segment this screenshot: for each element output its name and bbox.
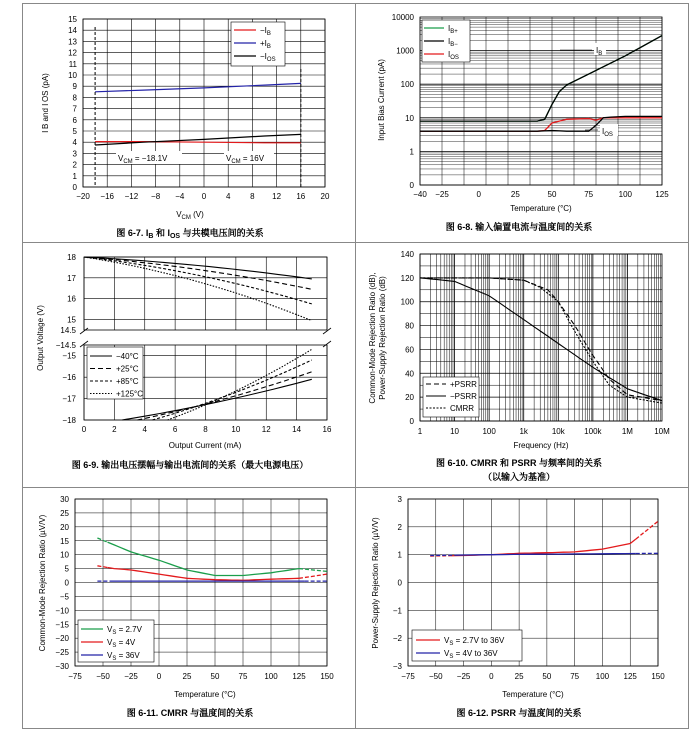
fig67-ytick: 15 [68,15,77,24]
fig69-legend-label: −40°C [116,352,139,361]
fig69-xlabel: Output Current (mA) [168,441,242,450]
fig69-xtick: 0 [81,425,87,434]
fig612-xtick: −25 [456,672,471,681]
fig69-xtick: 2 [112,425,117,434]
fig611-xtick: −25 [124,672,138,681]
fig611-xtick: 25 [182,672,192,681]
fig610-xtick: 1 [417,427,423,436]
fig612-xtick: −75 [401,672,415,681]
fig68-xtick: −25 [435,190,449,199]
fig67-ytick: 1 [72,171,77,181]
fig610-xlabel: Frequency (Hz) [513,441,569,450]
fig68-ytick: 1 [409,147,414,157]
fig611-xtick: −75 [68,672,82,681]
fig69-xtick: 16 [322,425,332,434]
fig67-xtick: 20 [320,192,330,201]
fig612-xtick: 125 [623,672,637,681]
fig612-xtick: 25 [514,672,524,681]
fig611-xtick: 50 [210,672,220,681]
fig611-series-line [108,568,300,581]
fig612-ytick: 3 [397,495,402,504]
fig67-ylabel: I B and I OS (pA) [41,73,50,133]
fig610-legend-label: +PSRR [450,380,477,389]
fig67-series-line [95,83,301,91]
fig68-xtick: 0 [476,190,481,199]
fig610-legend-label: −PSRR [450,392,477,401]
fig69-ylabel: Output Voltage (V) [36,305,45,371]
fig612-xtick: −50 [428,672,443,681]
fig610-ytick: 20 [405,393,414,403]
fig69-xtick: 6 [172,425,178,434]
fig67-ytick: 6 [72,115,77,125]
fig610-ytick: 0 [409,417,414,426]
fig610-xtick: 1k [519,427,528,436]
fig67-ytick: 3 [72,149,77,159]
fig67-ytick: 4 [72,138,77,148]
fig611-ytick: −10 [55,606,69,616]
fig67-ytick: 11 [68,59,77,69]
fig610-xtick: 100k [584,427,602,436]
fig612-legend-label: $V_S = 2.7V$ to 36V [444,636,505,647]
fig611-ytick: 20 [60,522,69,532]
fig612-ylabel: Power-Supply Rejection Ratio (µV/V) [371,517,380,649]
fig67-xtick: 0 [201,192,207,201]
fig610-ytick: 40 [405,369,414,379]
fig611-legend-label: $V_S = 4V$ [107,638,136,649]
fig69-xtick: 10 [231,425,241,434]
fig67-xtick: −4 [175,192,185,201]
fig67-ytick: 8 [72,93,77,103]
fig611-ytick: −30 [55,662,69,671]
fig68-xtick: −40 [413,190,427,199]
fig611-ylabel: Common-Mode Rejection Ratio (µV/V) [38,514,47,652]
fig68-ytick: 1000 [396,46,414,56]
fig68-ytick: 10 [405,113,414,123]
fig611-legend-label: $V_S = 2.7V$ [107,625,142,636]
fig611-xtick: 100 [264,672,278,681]
fig610-caption2: （以输入为基准） [482,472,556,482]
fig68-xtick: 50 [547,190,557,199]
fig611-xtick: 125 [292,672,306,681]
chart-cmrr-vs-temp [38,495,334,718]
fig610-ytick: 60 [405,345,414,355]
fig612-ytick: 2 [397,522,402,532]
fig69-xtick: 4 [142,425,147,434]
fig67-ytick: 9 [72,82,77,92]
fig68-legend-label: $I_{B+}$ [448,24,458,35]
fig67-xtick: −12 [124,192,139,201]
chart-vout-vs-iout [36,253,332,470]
fig69-ytick: −15 [62,351,76,361]
fig67-xtick: −20 [76,192,90,201]
fig611-ytick: 15 [60,536,69,546]
fig69-ytick: 15 [67,315,76,325]
fig68-ylabel: Input Bias Current (pA) [377,59,386,141]
fig67-ytick: 12 [68,48,77,58]
fig610-xtick: 1M [621,427,633,436]
fig611-xtick: 150 [320,672,334,681]
fig68-annotation: $I_B$ [596,46,603,57]
fig67-xtick: −8 [151,192,161,201]
fig67-ytick: 2 [72,160,77,170]
fig69-ytick: 17 [67,273,76,283]
fig67-legend [231,22,285,66]
fig67-xtick: 12 [272,192,282,201]
fig69-legend-label: +85°C [116,377,139,386]
fig612-series-line [455,554,636,556]
fig610-xtick: 10 [450,427,460,436]
fig612-xtick: 50 [542,672,552,681]
fig69-ytick: 18 [67,253,76,262]
fig611-xlabel: Temperature (°C) [174,690,236,699]
fig69-series-top [84,257,312,289]
fig611-ytick: 5 [64,564,69,574]
fig67-annotation: $V_{CM} = -18.1V$ [118,154,168,165]
fig612-ytick: 1 [397,550,402,560]
fig611-ytick: 25 [60,508,69,518]
fig67-xlabel: $V_{CM}$ (V) [176,210,204,221]
fig67-annotation: $V_{CM} = 16V$ [226,154,265,165]
fig68-legend-label: $I_{B-}$ [448,37,458,48]
fig612-xtick: 100 [595,672,610,681]
fig68-xtick: 125 [655,190,669,199]
fig611-ytick: −20 [55,634,69,644]
fig69-ytick: −17 [62,394,76,404]
fig612-ytick: −1 [392,606,402,616]
fig610-ytick: 140 [400,250,414,259]
fig612-legend-label: $V_S = 4V$ to 36V [444,649,498,660]
fig68-xtick: 75 [584,190,594,199]
fig611-legend-label: $V_S = 36V$ [107,651,140,662]
fig67-ytick: 0 [72,183,77,192]
fig69-caption: 图 6-9. 输出电压摆幅与输出电流间的关系（最大电源电压） [71,460,309,470]
fig67-legend-label: $-I_{OS}$ [260,52,276,63]
fig68-caption: 图 6-8. 输入偏置电流与温度间的关系 [445,222,593,232]
fig69-xtick: 14 [292,425,302,434]
fig67-xtick: 4 [225,192,231,201]
fig69-legend-label: +125°C [116,389,143,399]
fig69-legend-label: +25°C [116,364,139,374]
fig69-xtick: 8 [203,425,208,434]
fig611-xtick: 75 [238,672,248,681]
fig610-xtick: 10M [654,427,670,436]
fig611-ytick: −25 [55,648,69,658]
fig69-xtick: 12 [261,425,271,434]
fig68-legend-label: $I_{OS}$ [448,50,459,61]
fig69-ytick: −16 [62,373,76,383]
fig611-caption: 图 6-11. CMRR 与温度间的关系 [126,708,254,718]
fig67-ytick: 13 [68,37,77,47]
fig69-ytick: −18 [62,416,76,425]
fig612-series-dashed [636,521,658,539]
fig611-series-dashed [97,538,107,542]
fig610-ylabel: Common-Mode Rejection Ratio (dB), [368,272,377,404]
fig611-series-dashed [299,574,327,578]
fig611-ytick: 10 [60,550,69,560]
fig68-xlabel: Temperature (°C) [510,204,572,213]
fig69-ytick: −14.5 [55,341,76,350]
fig611-ytick: −15 [55,620,69,630]
fig68-xtick: 100 [618,190,633,199]
fig69-series-top [84,257,312,321]
fig610-ylabel2: Power-Supply Rejection Ratio (dB) [378,276,387,400]
fig67-caption: 图 6-7. $I_B$ 和 $I_{OS}$ 与共模电压间的关系 [116,228,264,240]
fig68-ytick: 100 [400,80,414,90]
fig69-series-top [84,257,312,304]
fig611-ytick: −5 [59,592,69,602]
fig67-ytick: 10 [68,71,77,80]
fig67-series-line [95,134,301,145]
fig610-xtick: 10k [551,427,565,436]
fig67-ytick: 7 [72,104,77,114]
fig612-caption: 图 6-12. PSRR 与温度间的关系 [456,708,582,718]
fig67-xtick: −16 [100,192,114,201]
fig610-xtick: 100 [482,427,496,436]
fig67-xtick: 8 [250,192,255,201]
fig611-series-dashed [299,569,327,572]
fig68-xtick: 25 [510,190,520,199]
fig612-xtick: 75 [570,672,580,681]
fig67-legend-label: $+I_B$ [260,39,271,50]
fig612-ytick: −3 [392,662,402,671]
fig68-ytick: 0 [409,181,414,190]
fig612-ytick: −2 [392,634,402,644]
fig610-caption: 图 6-10. CMRR 和 PSRR 与频率间的关系 [435,458,603,468]
fig611-series-dashed [97,566,107,568]
fig69-ytick: 14.5 [60,326,76,335]
fig610-legend-label: CMRR [450,404,474,413]
fig610-ytick: 80 [405,321,414,331]
chart-cmrr-psrr-vs-freq [368,250,670,482]
fig612-xlabel: Temperature (°C) [502,690,564,699]
fig611-ytick: 30 [60,495,69,504]
fig67-ytick: 14 [68,26,77,36]
fig612-xtick: 0 [489,672,494,681]
fig68-annotation: $I_{OS}$ [602,127,613,138]
fig69-ytick: 16 [67,294,76,304]
fig67-xtick: 16 [296,192,306,201]
fig611-xtick: −50 [96,672,110,681]
fig612-xtick: 150 [651,672,665,681]
chart-psrr-vs-temp [371,495,665,718]
chart-ib-vs-temp [377,13,669,232]
fig612-ytick: 0 [397,578,402,588]
fig611-xtick: 0 [156,672,162,681]
fig610-ytick: 120 [400,273,414,283]
fig68-ytick: 10000 [391,13,414,22]
fig610-ytick: 100 [400,297,414,307]
fig611-ytick: 0 [64,578,69,588]
fig67-ytick: 5 [72,127,77,136]
chart-ib-vs-vcm [41,15,330,240]
fig68-series-line [420,116,662,131]
fig67-legend-label: $-I_B$ [260,26,271,37]
